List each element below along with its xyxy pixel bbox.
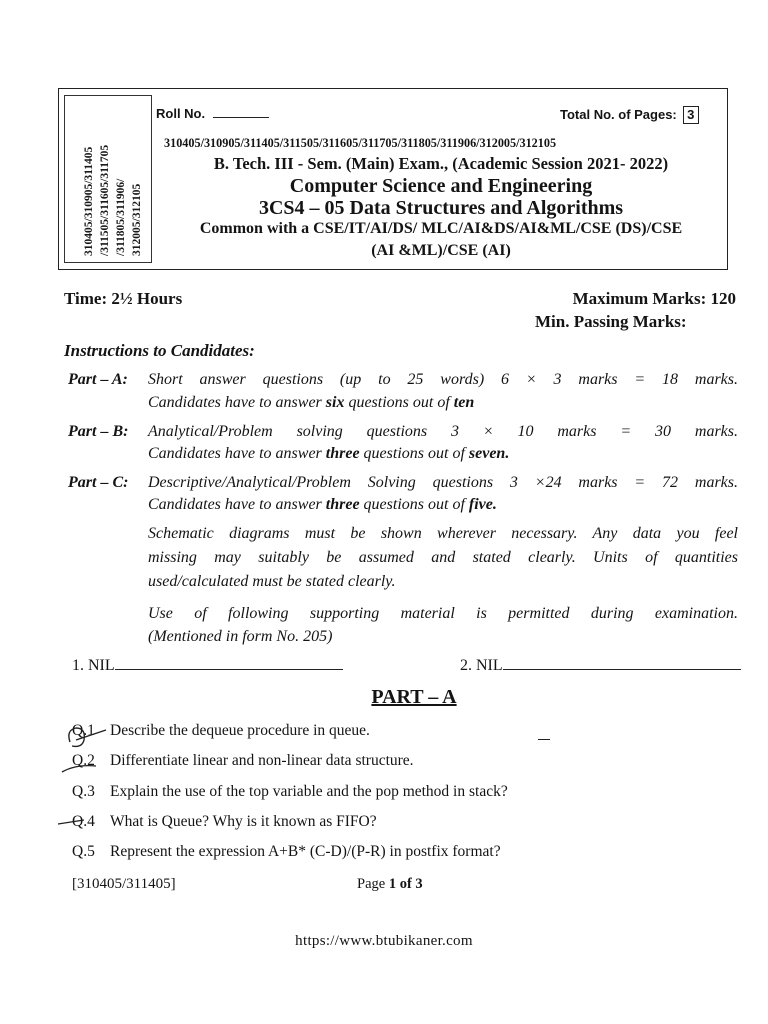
department-title: Computer Science and Engineering: [289, 175, 593, 197]
side-codes: [70, 100, 148, 258]
part-b-line1: Analytical/Problem solving questions 3 × 10 marks = 30 marks.: [148, 423, 738, 440]
instructions-heading: Instructions to Candidates:: [64, 341, 255, 360]
pen-mark-circle: [69, 728, 84, 746]
page-total: 3: [415, 876, 423, 892]
question-number: Q.5: [72, 843, 95, 860]
common-line-2: (AI &ML)/CSE (AI): [371, 242, 511, 259]
max-marks: Maximum Marks: 120: [572, 289, 736, 308]
part-b-line2-mid: questions out of: [359, 445, 469, 462]
question-text: What is Queue? Why is it known as FIFO?: [110, 813, 377, 830]
footer-code: [310405/311405]: [72, 876, 176, 892]
exam-line: B. Tech. III - Sem. (Main) Exam., (Academic Session 2021- 2022): [213, 154, 669, 173]
source-url[interactable]: https://www.btubikaner.com: [295, 933, 473, 949]
part-a-line2: [148, 394, 474, 412]
total-pages-label: Total No. of Pages:: [560, 107, 677, 122]
pen-mark-dash: [538, 739, 550, 740]
part-b-total: seven.: [468, 445, 510, 462]
side-code-line: 312005/312105: [131, 183, 143, 256]
part-a-label: Part – A:: [68, 371, 128, 388]
pen-mark-stroke: [58, 820, 84, 824]
pen-mark-stroke: [76, 730, 106, 740]
pen-marks: [56, 720, 116, 860]
side-code-line: 310405/310905/311405: [83, 146, 95, 256]
part-c-label: Part – C:: [68, 474, 129, 491]
material-2-line: [503, 669, 741, 670]
part-a-line2-pre: Candidates have to answer: [148, 394, 326, 411]
question-5: [72, 843, 501, 861]
part-b-line2-pre: Candidates have to answer: [148, 445, 326, 462]
part-c-total: five.: [468, 496, 497, 513]
support-line-1: Use of following supporting material is permitted during examination.: [148, 605, 738, 622]
material-1: [72, 657, 343, 675]
schematic-line-1: Schematic diagrams must be shown wherever necessary. Any data you feel: [148, 525, 738, 542]
question-number: Q.2: [72, 752, 95, 769]
part-a-line2-mid: questions out of: [344, 394, 454, 411]
question-number: Q.3: [72, 783, 95, 800]
schematic-line-2: missing may suitably be assumed and stated clearly. Units of quantities: [148, 549, 738, 566]
paper-codes: 310405/310905/311405/311505/311605/311705/311805/311906/312005/312105: [164, 136, 557, 150]
material-1-line: [115, 669, 343, 670]
min-marks: Min. Passing Marks:: [535, 312, 687, 331]
side-code-line: /311805/311906/: [115, 178, 127, 256]
schematic-line-3: used/calculated must be stated clearly.: [148, 573, 396, 590]
part-a-line1: Short answer questions (up to 25 words) 6 × 3 marks = 18 marks.: [148, 371, 738, 388]
question-text: Represent the expression A+B* (C-D)/(P-R) in postfix format?: [110, 843, 501, 860]
material-2-text: 2. NIL: [460, 657, 503, 674]
roll-no-field[interactable]: [213, 117, 269, 118]
pen-mark-stroke: [62, 766, 96, 772]
roll-no-label: [156, 106, 269, 121]
page-mid: of: [396, 876, 416, 892]
part-b-count: three: [325, 445, 360, 462]
question-1: [72, 722, 370, 740]
total-pages: [560, 106, 699, 124]
side-code-line: /311505/311605/311705: [99, 144, 111, 256]
part-c-count: three: [325, 496, 360, 513]
part-b-label: Part – B:: [68, 423, 129, 440]
part-a-title: [0, 686, 768, 709]
support-line-2: (Mentioned in form No. 205): [148, 628, 333, 645]
question-text: Describe the dequeue procedure in queue.: [110, 722, 370, 739]
part-a-title-text: PART – A: [371, 686, 457, 708]
part-b-line2: [148, 445, 509, 463]
material-1-text: 1. NIL: [72, 657, 115, 674]
question-2: [72, 752, 414, 770]
question-text: Differentiate linear and non-linear data structure.: [110, 752, 414, 769]
question-number: Q.1: [72, 722, 95, 739]
total-pages-value: 3: [683, 106, 699, 124]
part-c-line1: Descriptive/Analytical/Problem Solving questions 3 ×24 marks = 72 marks.: [148, 474, 738, 491]
page-current: 1: [388, 876, 397, 892]
material-2: [460, 657, 741, 675]
common-line-1: Common with a CSE/IT/AI/DS/ MLC/AI&DS/AI&ML/CSE (DS)/CSE: [199, 220, 683, 237]
question-3: [72, 783, 508, 801]
page-number: [357, 876, 423, 893]
question-number: Q.4: [72, 813, 95, 830]
exam-time: Time: 2½ Hours: [64, 289, 183, 308]
part-a-total: ten: [453, 394, 475, 411]
roll-no-text: Roll No.: [156, 106, 206, 121]
subject-title: 3CS4 – 05 Data Structures and Algorithms: [258, 197, 624, 219]
question-text: Explain the use of the top variable and the pop method in stack?: [110, 783, 508, 800]
part-c-line2-mid: questions out of: [359, 496, 469, 513]
part-c-line2-pre: Candidates have to answer: [148, 496, 326, 513]
page-pre: Page: [357, 876, 389, 892]
part-c-line2: [148, 496, 497, 514]
part-a-count: six: [325, 394, 345, 411]
question-4: [72, 813, 377, 831]
